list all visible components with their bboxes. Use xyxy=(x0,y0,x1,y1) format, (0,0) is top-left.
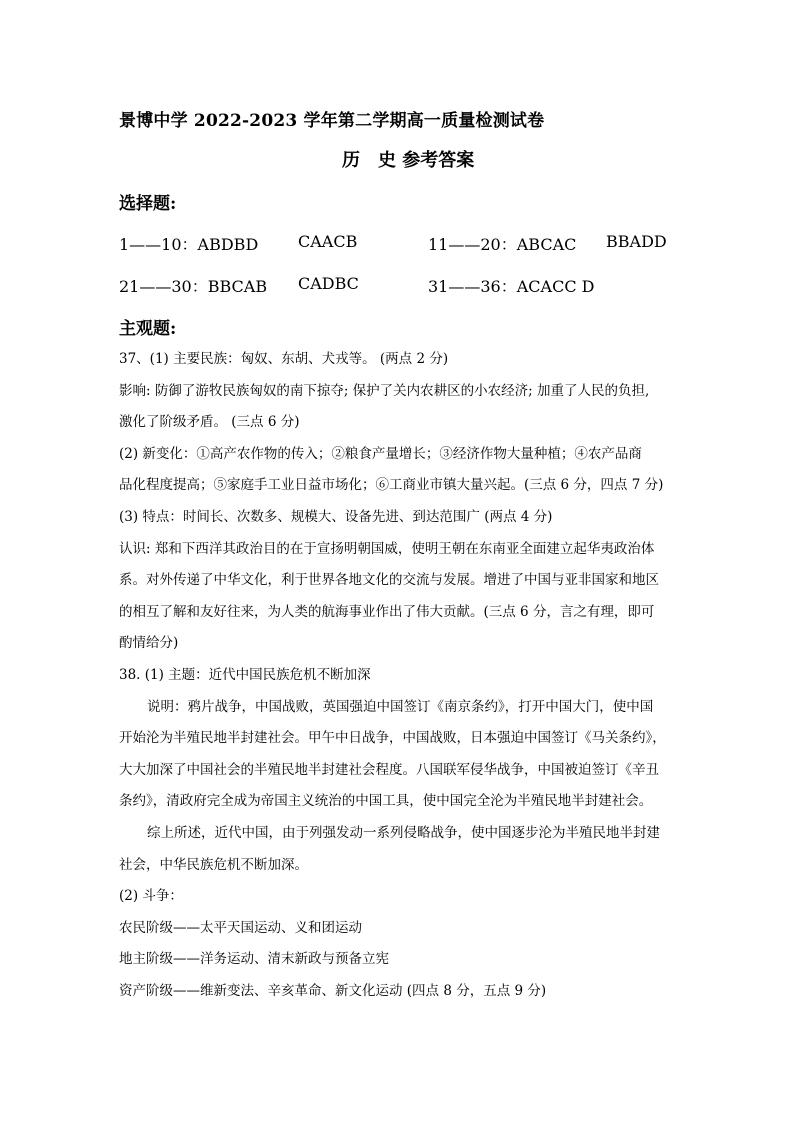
choice-heading: 选择题: xyxy=(119,194,177,214)
choice-answer-group: CADBC xyxy=(298,274,359,293)
answer-line: (3) 特点：时间长、次数多、规模大、设备先进、到达范围广 (两点 4 分) xyxy=(119,508,553,525)
page-subtitle: 历 史 参考答案 xyxy=(342,150,475,171)
answer-line: 大大加深了中国社会的半殖民地半封建社会程度。八国联军侵华战争，中国被迫签订《辛丑 xyxy=(119,761,659,778)
answer-line: 社会，中华民族危机不断加深。 xyxy=(119,856,308,873)
answer-line: 酌情给分) xyxy=(119,635,179,652)
subjective-heading: 主观题: xyxy=(119,319,177,339)
answer-line: 认识: 郑和下西洋其政治目的在于宣扬明朝国威，使明王朝在东南亚全面建立起华夷政治体 xyxy=(119,540,655,557)
subjective-answers xyxy=(119,344,681,1007)
answer-line: 说明：鸦片战争，中国战败，英国强迫中国签订《南京条约》，打开中国大门，使中国 xyxy=(147,698,654,715)
answer-line: 影响: 防御了游牧民族匈奴的南下掠夺; 保护了关内农耕区的小农经济; 加重了人民的负担, xyxy=(119,382,650,399)
answer-line: (2) 新变化：①高产农作物的传入；②粮食产量增长；③经济作物大量种植；④农产品商 xyxy=(119,445,642,462)
choice-answer-group: BBADD xyxy=(606,232,667,251)
choice-answer-group: 11——20：ABCAC xyxy=(428,235,577,254)
answer-line: 品化程度提高；⑤家庭手工业日益市场化；⑥工商业市镇大量兴起。(三点 6 分，四点 7 分) xyxy=(119,477,664,494)
answer-line: 激化了阶级矛盾。 (三点 6 分) xyxy=(119,414,300,431)
answer-line: 38. (1) 主题：近代中国民族危机不断加深 xyxy=(119,666,371,683)
answer-line: 地主阶级——洋务运动、清末新政与预备立宪 xyxy=(119,951,389,968)
answer-line: 综上所述，近代中国，由于列强发动一系列侵略战争，使中国逐步沦为半殖民地半封建 xyxy=(147,824,660,841)
answer-line: 开始沦为半殖民地半封建社会。甲午中日战争，中国战败，日本强迫中国签订《马关条约》， xyxy=(119,730,666,747)
answer-line: 农民阶级——太平天国运动、义和团运动 xyxy=(119,919,362,936)
answer-line: 资产阶级——维新变法、辛亥革命、新文化运动 (四点 8 分，五点 9 分) xyxy=(119,982,547,999)
answer-line: 的相互了解和友好往来，为人类的航海事业作出了伟大贡献。(三点 6 分，言之有理，即可 xyxy=(119,603,655,620)
answer-line: 系。对外传递了中华文化，利于世界各地文化的交流与发展。增进了中国与亚非国家和地区 xyxy=(119,572,659,589)
answer-line: 条约》，清政府完全成为帝国主义统治的中国工具，使中国完全沦为半殖民地半封建社会。 xyxy=(119,793,653,810)
answer-line: 37、(1) 主要民族：匈奴、东胡、犬戎等。 (两点 2 分) xyxy=(119,351,449,367)
choice-answer-group: 21——30：BBCAB xyxy=(119,277,268,296)
exam-title: 景博中学 2022-2023 学年第二学期高一质量检测试卷 xyxy=(119,111,545,131)
choice-answer-group: 31——36：ACACC D xyxy=(428,277,595,296)
answer-line: (2) 斗争： xyxy=(119,888,183,905)
choice-answer-group: CAACB xyxy=(298,232,358,251)
choice-answer-group: 1——10：ABDBD xyxy=(119,235,259,254)
